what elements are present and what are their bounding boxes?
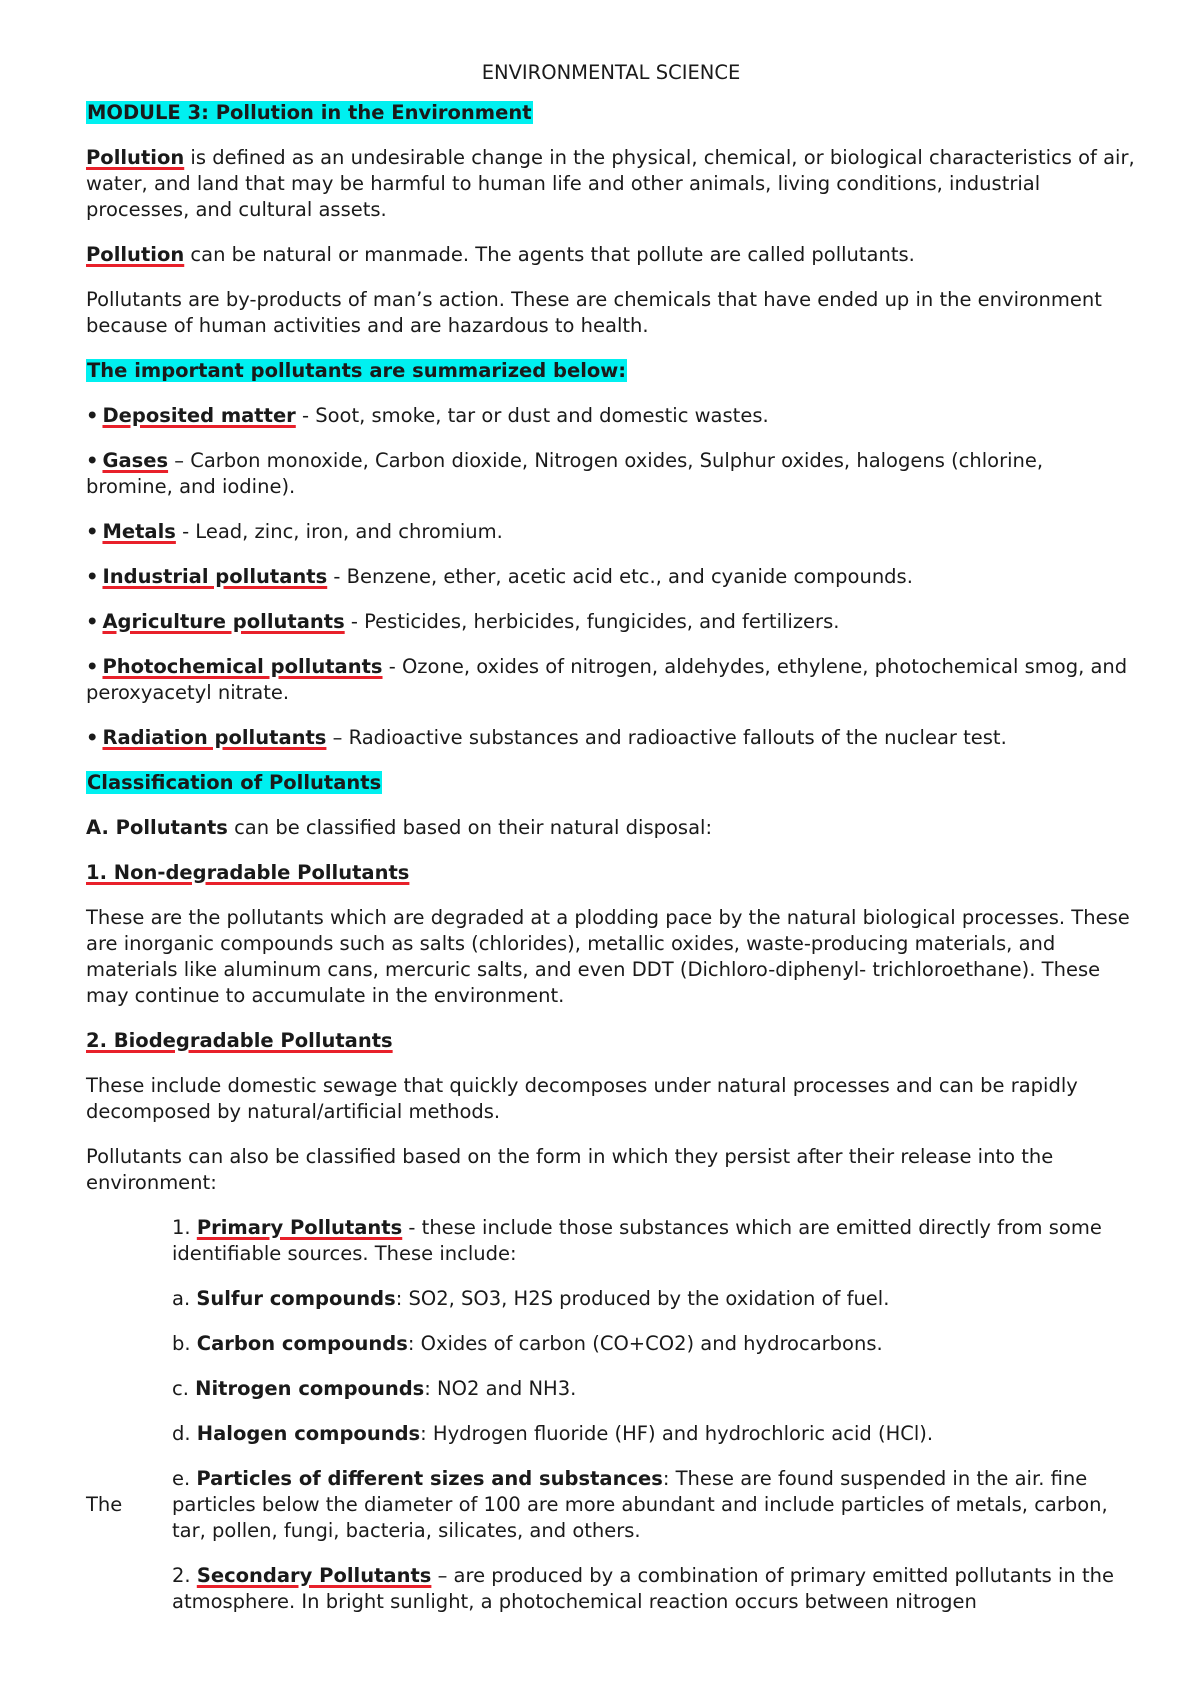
classification-heading: Classification of Pollutants bbox=[87, 771, 382, 794]
compound-item: c. Nitrogen compounds: NO2 and NH3. bbox=[172, 1377, 577, 1400]
pollutant-item: • Agriculture pollutants - Pesticides, herbicides, fungicides, and fertilizers. bbox=[86, 610, 840, 633]
pollutant-item: • Deposited matter - Soot, smoke, tar or dust and domestic wastes. bbox=[86, 404, 769, 427]
bullet-icon: • bbox=[86, 565, 99, 588]
summary-heading: The important pollutants are summarized below: bbox=[87, 359, 627, 382]
primary-pollutants: 1. Primary Pollutants - these include those substances which are emitted directly from some identifiable sources. These include: bbox=[172, 1216, 1102, 1265]
compound-item: a. Sulfur compounds: SO2, SO3, H2S produced by the oxidation of fuel. bbox=[172, 1287, 890, 1310]
bullet-icon: • bbox=[86, 449, 99, 472]
bullet-icon: • bbox=[86, 404, 99, 427]
bullet-icon: • bbox=[86, 520, 99, 543]
non-degradable-text: These are the pollutants which are degraded at a plodding pace by the natural biological processes. These are inorganic compounds such as salts (chlorides), metallic oxides, waste-producing materials, and materials like aluminum cans, mercuric salts, and even DDT (Dichloro-diphenyl- trichloroethane). These may continue to accumulate in the environment. bbox=[86, 906, 1130, 1007]
bullet-icon: • bbox=[86, 726, 99, 749]
secondary-pollutants: 2. Secondary Pollutants – are produced by a combination of primary emitted pollutants in the atmosphere. In bright sunlight, a photochemical reaction occurs between nitrogen bbox=[172, 1564, 1114, 1613]
pollutant-item: • Photochemical pollutants - Ozone, oxides of nitrogen, aldehydes, ethylene, photochemical smog, and peroxyacetyl nitrate. bbox=[86, 655, 1128, 704]
form-classification-text: Pollutants can also be classified based on the form in which they persist after their release into the environment: bbox=[86, 1145, 1054, 1194]
intro-paragraph-3: Pollutants are by-products of man’s action. These are chemicals that have ended up in the environment because of human activities and are hazardous to health. bbox=[86, 288, 1102, 337]
non-degradable-heading: 1. Non-degradable Pollutants bbox=[86, 861, 410, 884]
biodegradable-text: These include domestic sewage that quickly decomposes under natural processes and can be rapidly decomposed by natural/artificial methods. bbox=[86, 1074, 1078, 1123]
compound-item: The e. Particles of different sizes and substances: These are found suspended in the air. fine particles below the diameter of 100 are more abundant and include particles of metals, carbon, tar, pollen, fungi, bacteria, silicates, and others. bbox=[86, 1467, 1108, 1542]
classification-a: A. Pollutants can be classified based on their natural disposal: bbox=[86, 816, 713, 839]
pollutant-item: • Radiation pollutants – Radioactive substances and radioactive fallouts of the nuclear test. bbox=[86, 726, 1007, 749]
bullet-icon: • bbox=[86, 655, 99, 678]
intro-paragraph-2: Pollution can be natural or manmade. The agents that pollute are called pollutants. bbox=[86, 243, 915, 266]
hanging-word: The bbox=[86, 1493, 123, 1516]
bullet-icon: • bbox=[86, 610, 99, 633]
pollutant-item: • Metals - Lead, zinc, iron, and chromium. bbox=[86, 520, 503, 543]
compound-item: b. Carbon compounds: Oxides of carbon (CO+CO2) and hydrocarbons. bbox=[172, 1332, 883, 1355]
document-page bbox=[86, 60, 1136, 1634]
module-heading: MODULE 3: Pollution in the Environment bbox=[87, 101, 532, 124]
intro-paragraph-1: Pollution is defined as an undesirable change in the physical, chemical, or biological characteristics of air, water, and land that may be harmful to human life and other animals, living conditions, industrial processes, and cultural assets. bbox=[86, 146, 1135, 221]
document-header: ENVIRONMENTAL SCIENCE bbox=[481, 61, 741, 84]
biodegradable-heading: 2. Biodegradable Pollutants bbox=[86, 1029, 393, 1052]
pollutant-item: • Gases – Carbon monoxide, Carbon dioxide, Nitrogen oxides, Sulphur oxides, halogens (chlorine, bromine, and iodine). bbox=[86, 449, 1044, 498]
compound-item: d. Halogen compounds: Hydrogen fluoride (HF) and hydrochloric acid (HCl). bbox=[172, 1422, 934, 1445]
pollutant-item: • Industrial pollutants - Benzene, ether, acetic acid etc., and cyanide compounds. bbox=[86, 565, 913, 588]
